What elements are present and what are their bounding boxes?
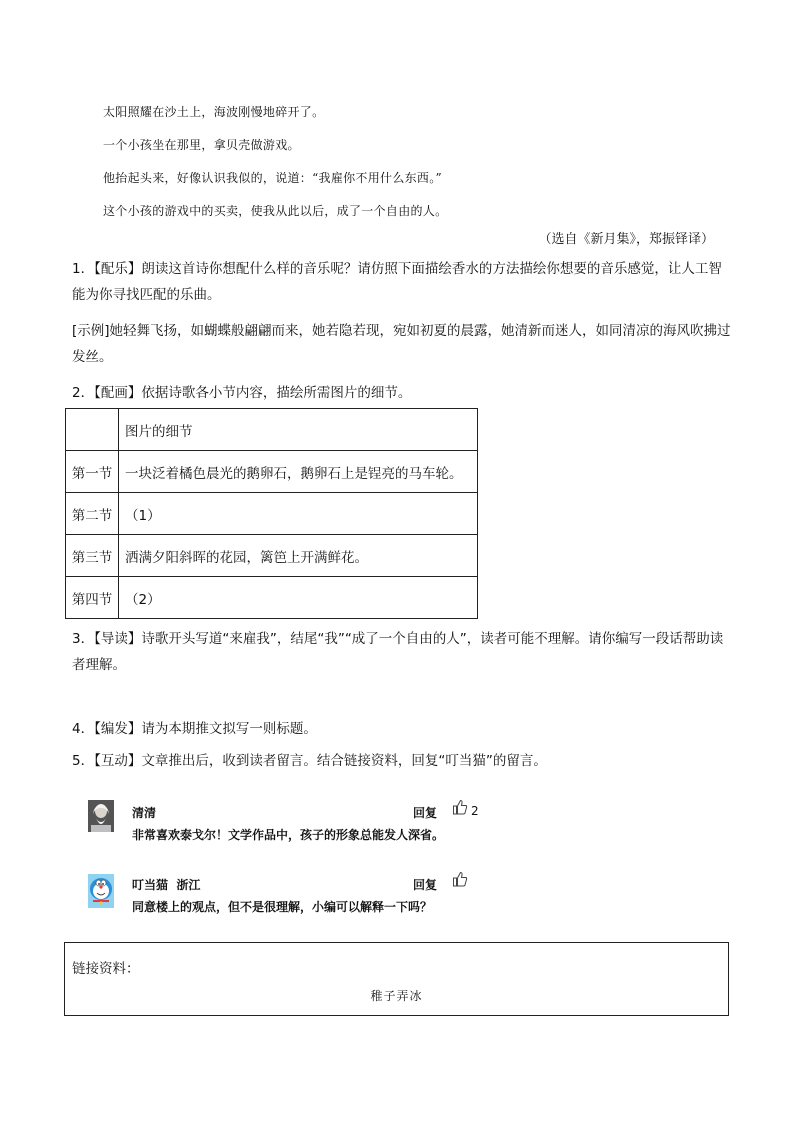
comment-text: 非常喜欢泰戈尔！文学作品中，孩子的形象总能发人深省。 (132, 828, 445, 842)
poem-line: 一个小孩坐在那里，拿贝壳做游戏。 (103, 138, 300, 152)
commenter-name: 叮当猫 浙江 (132, 878, 201, 892)
table-cell (66, 409, 119, 451)
table-cell: 第三节 (66, 535, 119, 577)
table-row (66, 535, 478, 577)
doraemon-avatar-icon (88, 874, 114, 906)
poem-line: 太阳照耀在沙土上，海波刚慢地碎开了。 (103, 105, 325, 119)
table-cell: 图片的细节 (119, 409, 478, 451)
question-4: 4．【编发】请为本期推文拟写一则标题。 (72, 721, 317, 737)
reader-comment (88, 800, 508, 840)
poem-line: 他抬起头来，好像认识我似的，说道：“我雇你不用什么东西。” (103, 171, 442, 185)
question-5: 5．【互动】文章推出后，收到读者留言。结合链接资料，回复“叮当猫”的留言。 (72, 753, 547, 769)
question-2: 2．【配画】依据诗歌各小节内容，描绘所需图片的细节。 (72, 385, 412, 401)
table-cell: 洒满夕阳斜晖的花园，篱笆上开满鲜花。 (119, 535, 478, 577)
reply-button[interactable]: 回复 (413, 806, 438, 820)
comment-text: 同意楼上的观点，但不是很理解，小编可以解释一下吗？ (132, 900, 433, 914)
thumbs-up-icon[interactable] (452, 871, 468, 887)
table-cell: （2） (119, 577, 478, 619)
linked-material-box (64, 942, 729, 1016)
linked-poem-title: 稚子弄冰 (370, 989, 423, 1003)
table-cell: 第一节 (66, 451, 119, 493)
reader-comment (88, 872, 508, 916)
table-cell: 第二节 (66, 493, 119, 535)
question-1: 1．【配乐】朗读这首诗你想配什么样的音乐呢？请仿照下面描绘香水的方法描绘你想要的音乐感觉，让人工智能为你寻找匹配的乐曲。 (72, 261, 722, 303)
question-1-example: [示例]她轻舞飞扬，如蝴蝶般翩翩而来，她若隐若现，宛如初夏的晨露，她清新而迷人，如同清凉的海风吹拂过发丝。 (72, 323, 731, 365)
table-row (66, 577, 478, 619)
linked-material-label: 链接资料： (72, 961, 140, 977)
picture-detail-table (65, 408, 478, 619)
table-cell: （1） (119, 493, 478, 535)
question-3: 3．【导读】诗歌开头写道“来雇我”，结尾“我”“成了一个自由的人”，读者可能不理解。请你编写一段话帮助读者理解。 (72, 631, 724, 673)
thumbs-up-icon[interactable] (452, 799, 468, 815)
old-man-portrait-icon (88, 800, 114, 832)
commenter-name: 清清 (132, 806, 157, 820)
poem-source: （选自《新月集》，郑振铎译） (538, 232, 714, 247)
reply-button[interactable]: 回复 (413, 878, 438, 892)
table-cell: 第四节 (66, 577, 119, 619)
like-count: 2 (471, 804, 479, 818)
table-cell: 一块泛着橘色晨光的鹅卵石，鹅卵石上是锃亮的马车轮。 (119, 451, 478, 493)
poem-excerpt (103, 104, 723, 236)
table-header-row (66, 409, 478, 451)
table-row (66, 451, 478, 493)
poem-line: 这个小孩的游戏中的买卖，使我从此以后，成了一个自由的人。 (103, 204, 448, 218)
table-row (66, 493, 478, 535)
